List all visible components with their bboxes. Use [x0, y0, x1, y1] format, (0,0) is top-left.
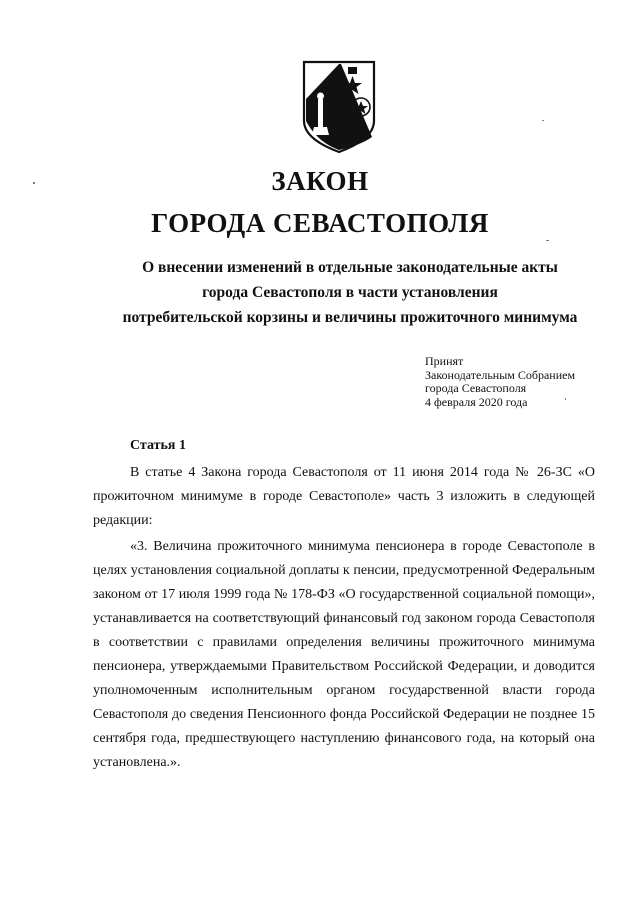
adoption-line: Законодательным Собранием [425, 367, 576, 382]
subtitle-line: города Севастополя в части установления [202, 284, 498, 301]
document-subtitle [60, 255, 640, 330]
document-title: ЗАКОН [271, 166, 369, 196]
article-paragraph: В статье 4 Закона города Севастополя от 11 июня 2014 года № 26-ЗС «О прожиточном минимуме в городе Севастополе» часть 3 изложить в следующей редакции: [93, 465, 595, 528]
article-heading: Статья 1 [130, 438, 186, 453]
coat-of-arms-icon [301, 59, 377, 155]
adoption-block [425, 355, 575, 409]
adoption-date: 4 февраля 2020 года [425, 394, 528, 409]
scan-speck [546, 240, 549, 241]
adoption-line: города Севастополя [425, 381, 527, 395]
article-paragraph: «3. Величина прожиточного минимума пенсионера в городе Севастополе в целях установления социальной доплаты к пенсии, предусмотренной Федеральным законом от 17 июля 1999 года № 178-ФЗ «О государственной социальной помощи», устанавливается на соответствующий финансовый год законом города Севастополя в соответствии с правилами определения величины прожиточного минимума пенсионера, утверждаемыми Правительством Российской Федерации, и доводится уполномоченным исполнительным органом государственной власти города Севастополя до сведения Пенсионного фонда Российской Федерации не позднее 15 сентября года, предшествующего наступлению финансового года, на который она установлена.». [93, 539, 595, 770]
subtitle-line: потребительской корзины и величины прожиточного минимума [122, 309, 578, 326]
scan-speck [542, 120, 544, 121]
article-body [93, 461, 595, 775]
adoption-line: Принят [425, 354, 464, 368]
subtitle-line: О внесении изменений в отдельные законодательные акты [142, 259, 558, 276]
document-city-title: ГОРОДА СЕВАСТОПОЛЯ [151, 208, 489, 238]
scan-speck [33, 182, 35, 184]
scan-speck [565, 398, 566, 400]
